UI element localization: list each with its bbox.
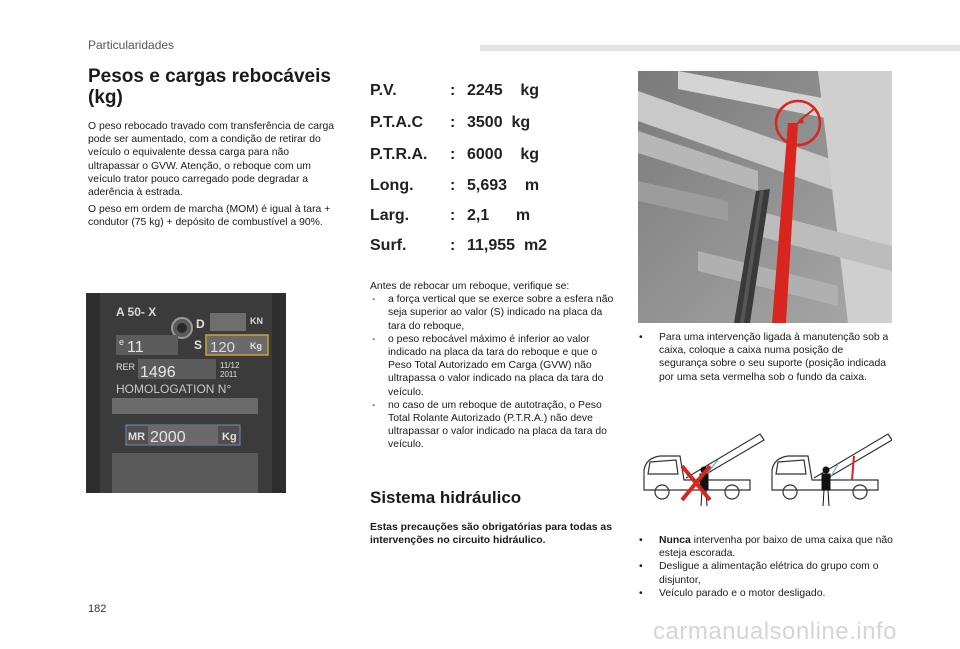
weights-title: Pesos e cargas rebocáveis (kg) — [88, 66, 331, 108]
spec-value: 2,1 m — [467, 207, 531, 224]
spec-colon: : — [450, 237, 456, 254]
plate-mr-unit: Kg — [222, 431, 237, 443]
spec-colon: : — [450, 207, 456, 224]
vehicle-plate-image — [86, 293, 286, 493]
list-item-text: a força vertical que se exerce sobre a esfera não seja superior ao valor (S) indicado na placa da tara do reboque, — [388, 294, 614, 332]
spec-colon: : — [450, 177, 456, 194]
bullet-marker: • — [639, 587, 643, 599]
list-item — [370, 333, 620, 399]
plate-e-label: e — [119, 337, 125, 347]
list-item-text: intervenha por baixo de uma caixa que não esteja escorada. — [659, 535, 893, 560]
safety-bullets — [638, 534, 893, 600]
towing-checklist — [370, 280, 620, 452]
spec-label: P.T.R.A. — [370, 146, 428, 163]
spec-value: 2245 kg — [467, 82, 540, 99]
bullet-marker: • — [639, 535, 643, 546]
plate-type-code: A 50- X — [116, 305, 157, 319]
spec-label: P.T.A.C — [370, 114, 424, 131]
page-number: 182 — [88, 603, 107, 615]
list-item-text: no caso de um reboque de autotração, o Peso Total Rolante Autorizado (P.T.R.A.) não deve ultrapassar o valor indicado na placa da tara do veículo. — [388, 399, 607, 451]
plate-s-label: S — [194, 338, 203, 352]
maintenance-bullet — [638, 331, 893, 384]
plate-date-line2: 2011 — [220, 370, 238, 379]
hydraulic-note: Estas precauções são obrigatórias para todas as intervenções no circuito hidráulico. — [370, 522, 612, 547]
list-item — [638, 560, 893, 586]
plate-homologation: HOMOLOGATION N° — [116, 382, 232, 396]
dash-marker: - — [372, 399, 376, 411]
plate-date-line1: 11/12 — [220, 361, 240, 370]
header-bar — [480, 45, 960, 51]
tipper-trucks-illustration — [640, 430, 892, 514]
spec-label: P.V. — [370, 82, 397, 99]
list-item-text: Para uma intervenção ligada à manutenção sob a caixa, coloque a caixa numa posição de segurança sobre o seu suporte (posição indicada por uma seta vermelha sob o fundo da caixa. — [659, 332, 889, 383]
plate-s-unit: Kg — [250, 341, 262, 351]
spec-value: 6000 kg — [467, 146, 540, 163]
spec-label: Surf. — [370, 237, 407, 254]
dash-marker: - — [372, 333, 376, 345]
plate-e-value: 11 — [127, 339, 144, 356]
towing-intro: Antes de rebocar um reboque, verifique se: — [370, 281, 570, 292]
weights-paragraph-2: O peso em ordem de marcha (MOM) é igual à tara + condutor (75 kg) + depósito de combustível a 90%. — [88, 204, 331, 229]
plate-mr-label: MR — [128, 431, 146, 443]
plate-rer-label: RER — [116, 362, 136, 372]
bullet-marker: • — [639, 332, 643, 343]
bullet-marker: • — [639, 561, 643, 573]
list-item — [638, 534, 893, 560]
plate-d-label: D — [196, 317, 205, 331]
list-item — [370, 293, 620, 333]
plate-mr-value: 2000 — [150, 429, 186, 446]
list-item — [638, 331, 893, 384]
truck-safe-icon — [772, 434, 892, 506]
section-label: Particularidades — [88, 38, 175, 52]
spec-value: 11,955 m2 — [467, 237, 548, 254]
hydraulic-title: Sistema hidráulico — [370, 488, 522, 507]
list-item — [638, 587, 893, 600]
truck-unsafe-icon — [644, 434, 764, 506]
plate-kn-label: KN — [250, 316, 263, 326]
spec-colon: : — [450, 146, 456, 163]
dash-marker: - — [372, 294, 376, 306]
list-item-text: Veículo parado e o motor desligado. — [659, 587, 826, 599]
spec-value: 5,693 m — [467, 177, 540, 194]
list-item-text: o peso rebocável máximo é inferior ao valor indicado na placa da tara do reboque e que o Peso Total Autorizado em Carga (GVW) não ultrapassa o valor indicado na placa da tara do veículo. — [388, 333, 604, 398]
tipper-support-photo — [638, 71, 892, 323]
spec-value: 3500 kg — [467, 114, 531, 131]
weights-paragraph-1: O peso rebocado travado com transferência de carga pode ser aumentado, com a condição de retirar do veículo o equivalente dessa carga para não ultrapassar o GVW. Atenção, o reboque com um veículo trator pouco carregado pode degradar a aderência à estrada. — [88, 121, 335, 199]
spec-label: Long. — [370, 177, 414, 194]
never-emphasis: Nunca — [659, 535, 691, 546]
spec-colon: : — [450, 114, 456, 131]
plate-s-value: 120 — [210, 339, 236, 356]
list-item-text: Desligue a alimentação elétrica do grupo com o disjuntor, — [659, 561, 879, 586]
plate-rer-value: 1496 — [140, 364, 176, 381]
watermark: carmanualsonline.info — [653, 618, 897, 645]
list-item — [370, 399, 620, 452]
spec-colon: : — [450, 82, 456, 99]
spec-label: Larg. — [370, 207, 410, 224]
